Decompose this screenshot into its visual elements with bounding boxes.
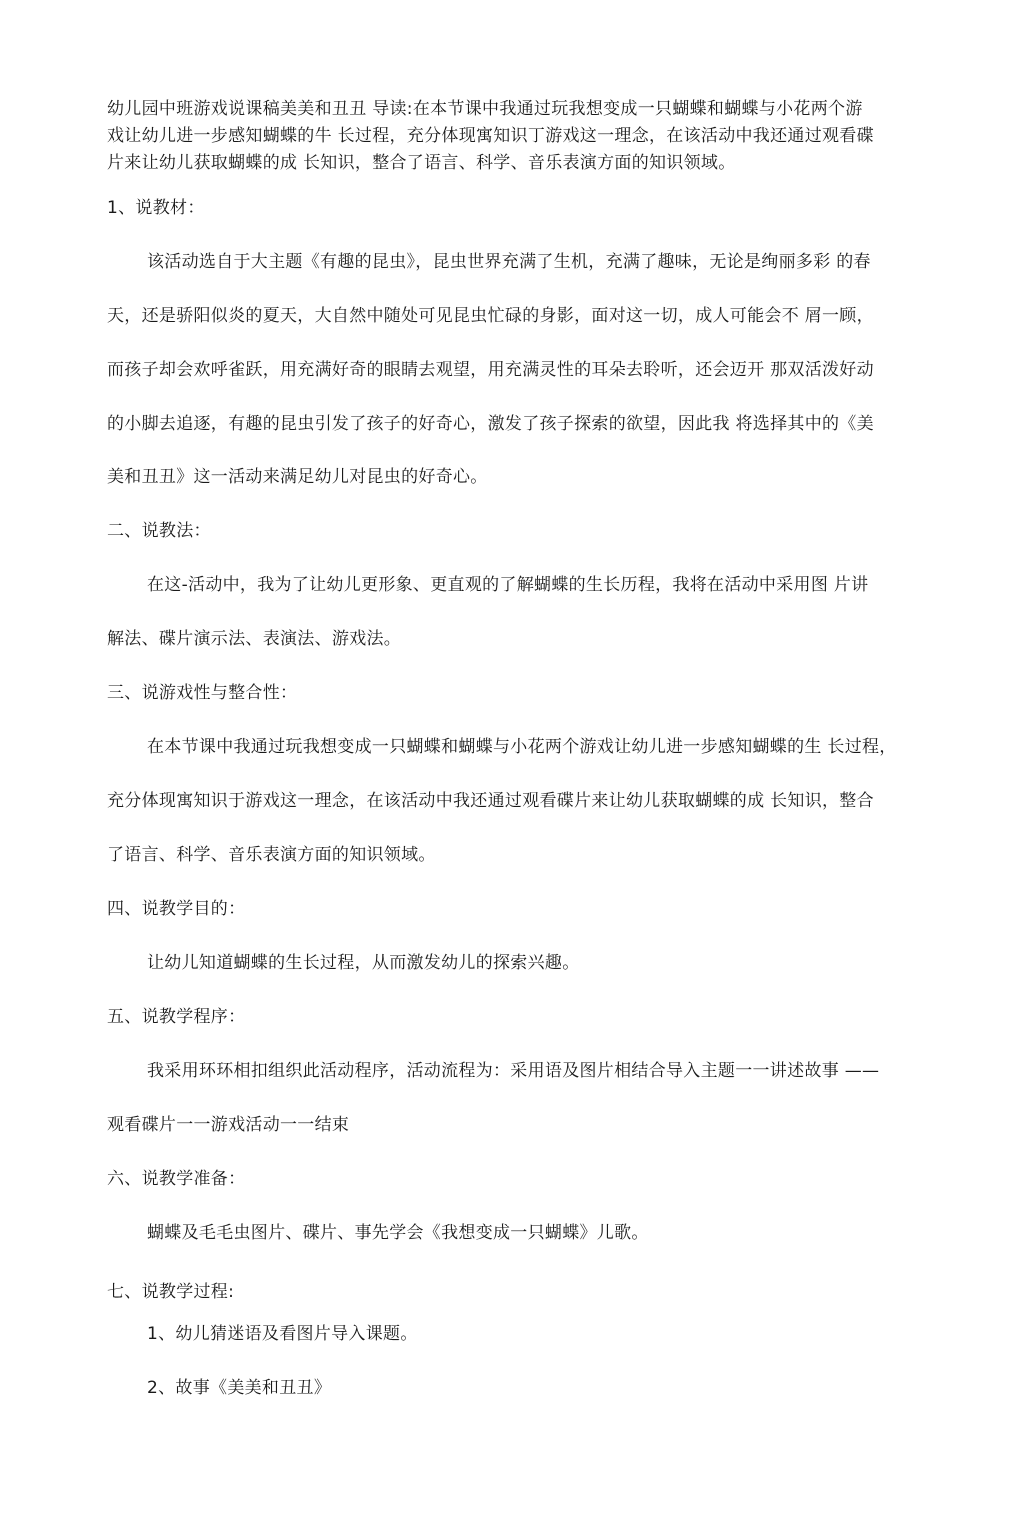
materials-line-1: 该活动选自于大主题《有趣的昆虫》，昆虫世界充满了生机，充满了趣味，无论是绚丽多彩 的春: [147, 252, 871, 272]
materials-line-2: 天，还是骄阳似炎的夏天，大自然中随处可见昆虫忙碌的身影，面对这一切，成人可能会不 屑一顾，: [107, 306, 874, 326]
intro-line-1: 幼儿园中班游戏说课稿美美和丑丑 导读:在本节课中我通过玩我想变成一只蝴蝶和蝴蝶与小花两个游: [107, 99, 863, 119]
materials-line-5: 美和丑丑》这一活动来满足幼儿对昆虫的好奇心。: [107, 467, 488, 487]
section-heading-process: 七、说教学过程:: [107, 1282, 235, 1302]
section-heading-preparation: 六、说教学准备：: [107, 1169, 246, 1189]
materials-line-3: 而孩子却会欢呼雀跃，用充满好奇的眼睛去观望，用充满灵性的耳朵去聆听，还会迈开 那双活泼好动: [107, 360, 874, 380]
goals-line-1: 让幼儿知道蝴蝶的生长过程，从而激发幼儿的探索兴趣。: [147, 953, 580, 973]
process-line-2: 2、故事《美美和丑丑》: [147, 1378, 332, 1398]
section-heading-methods: 二、说教法：: [107, 521, 211, 541]
procedure-line-1: 我采用环环相扣组织此活动程序，活动流程为：采用语及图片相结合导入主题一一讲述故事 ——: [147, 1061, 880, 1081]
materials-line-4: 的小脚去追逐，有趣的昆虫引发了孩子的好奇心，激发了孩子探索的欲望，因此我 将选择其中的《美: [107, 414, 874, 434]
section-heading-goals: 四、说教学目的：: [107, 899, 246, 919]
section-heading-integration: 三、说游戏性与整合性：: [107, 683, 298, 703]
methods-line-2: 解法、碟片演示法、表演法、游戏法。: [107, 629, 402, 649]
section-heading-procedure: 五、说教学程序：: [107, 1007, 246, 1027]
section-heading-materials: 1、说教材：: [107, 198, 205, 218]
integration-line-3: 了语言、科学、音乐表演方面的知识领域。: [107, 845, 436, 865]
integration-line-1: 在本节课中我通过玩我想变成一只蝴蝶和蝴蝶与小花两个游戏让幼儿进一步感知蝴蝶的生 长过程，: [147, 737, 897, 757]
process-line-1: 1、幼儿猜迷语及看图片导入课题。: [147, 1324, 418, 1344]
preparation-line-1: 蝴蝶及毛毛虫图片、碟片、事先学会《我想变成一只蝴蝶》儿歌。: [147, 1223, 649, 1243]
methods-line-1: 在这-活动中，我为了让幼儿更形象、更直观的了解蝴蝶的生长历程，我将在活动中采用图 片讲: [147, 575, 869, 595]
intro-line-2: 戏让幼儿进一步感知蝴蝶的牛 长过程，充分体现寓知识丁游戏这一理念，在该活动中我还通过观看碟: [107, 126, 874, 146]
procedure-line-2: 观看碟片一一游戏活动一一结束: [107, 1115, 350, 1135]
integration-line-2: 充分体现寓知识于游戏这一理念，在该活动中我还通过观看碟片来让幼儿获取蝴蝶的成 长知识，整合: [107, 791, 874, 811]
intro-line-3: 片来让幼儿获取蝴蝶的成 长知识，整合了语言、科学、音乐表演方面的知识领域。: [107, 153, 736, 173]
